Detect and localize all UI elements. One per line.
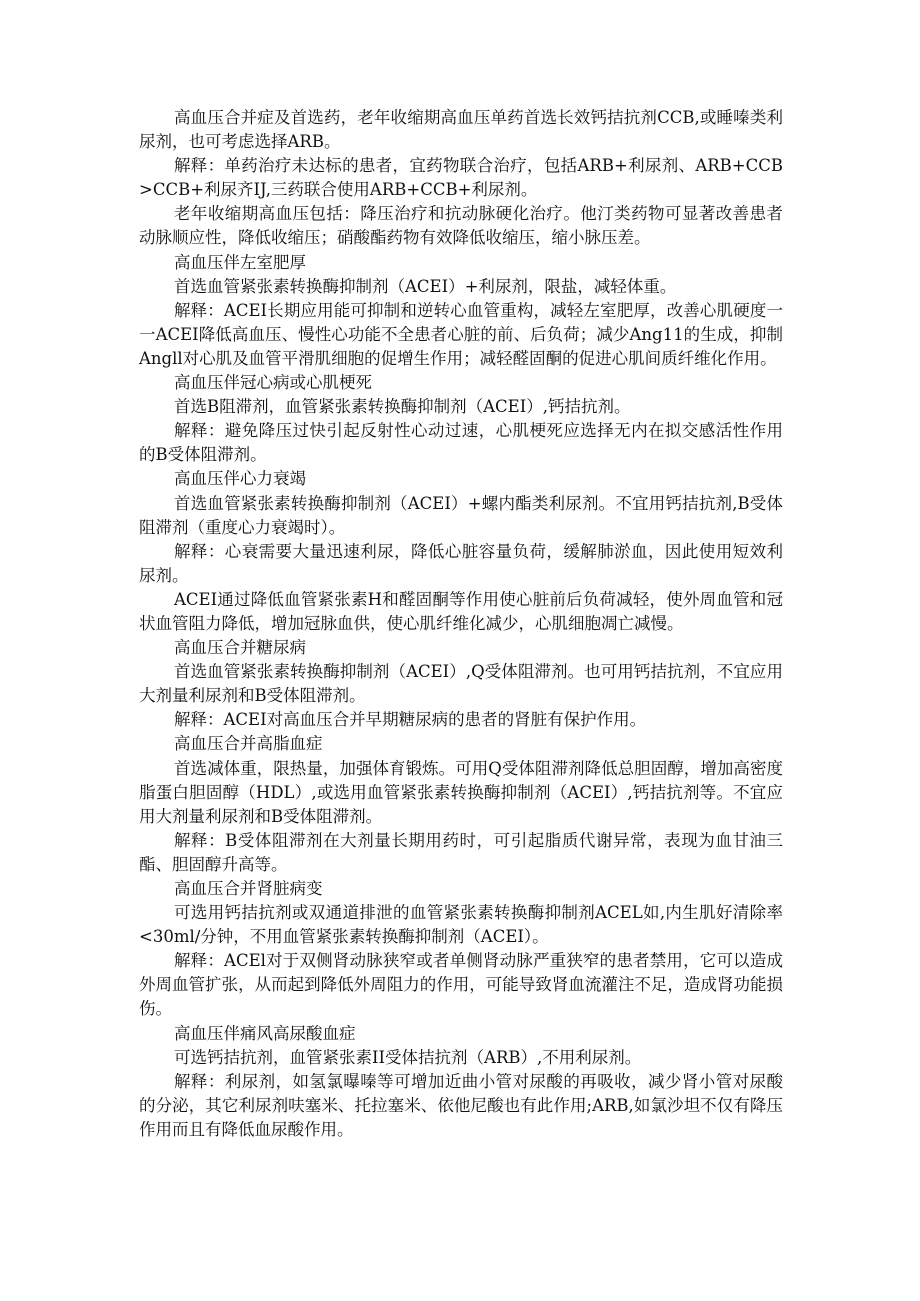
- paragraph-diabetes-explanation: 解释：ACEI对高血压合并早期糖尿病的患者的肾脏有保护作用。: [174, 710, 647, 730]
- paragraph-diabetes-treatment: 首选血管紧张素转换酶抑制剂（ACEI）,Q受体阻滞剂。也可用钙拮抗剂，不宜应用大剂量利尿剂和B受体阻滞剂。: [139, 662, 783, 706]
- paragraph-kidney-treatment: 可选用钙拮抗剂或双通道排泄的血管紧张素转换酶抑制剂ACEL如,内生肌好清除率<30ml∕分钟，不用血管紧张素转换酶抑制剂（ACEI）。: [139, 903, 783, 947]
- paragraph-hf-acei: ACEI通过降低血管紧张素H和醛固酮等作用使心脏前后负荷减轻，使外周血管和冠状血管阻力降低，增加冠脉血供，使心肌纤维化减少，心肌细胞凋亡减慢。: [139, 589, 783, 633]
- paragraph-hf-treatment: 首选血管紧张素转换酶抑制剂（ACEI）+螺内酯类利尿剂。不宜用钙拮抗剂,B受体阻滞剂（重度心力衰竭时）。: [139, 493, 783, 537]
- section-heading-chd: 高血压伴冠心病或心肌梗死: [174, 373, 372, 393]
- section-heading-hf: 高血压伴心力衰竭: [174, 469, 306, 489]
- paragraph-kidney-explanation: 解释：ACEl对于双侧肾动脉狭窄或者单侧肾动脉严重狭窄的患者禁用，它可以造成外周血管扩张，从而起到降低外周阻力的作用，可能导致肾血流灌注不足，造成肾功能损伤。: [139, 951, 783, 1019]
- paragraph-hf-explanation: 解释：心衰需要大量迅速利尿，降低心脏容量负荷，缓解肺淤血，因此使用短效利尿剂。: [139, 541, 783, 585]
- section-heading-kidney: 高血压合并肾脏病变: [174, 879, 323, 898]
- paragraph-intro: 高血压合并症及首选药，老年收缩期高血压单药首选长效钙拮抗剂CCB,或睡嗪类利尿剂，也可考虑选择ARB。: [139, 108, 783, 152]
- paragraph-hyperlipidemia-treatment: 首选减体重，限热量，加强体育锻炼。可用Q受体阻滞剂降低总胆固醇，增加高密度脂蛋白胆固醇（HDL）,或选用血管紧张素转换酶抑制剂（ACEI）,钙拮抗剂等。不宜应用大剂量利尿剂和B受体阻滞剂。: [139, 758, 783, 826]
- section-heading-lvh: 高血压伴左室肥厚: [174, 252, 306, 272]
- paragraph-lvh-explanation: 解释：ACEI长期应用能可抑制和逆转心血管重构，减轻左室肥厚，改善心肌硬度一一ACEI降低高血压、慢性心功能不全患者心脏的前、后负荷；减少Ang11的生成，抑制Angll对心肌及血管平滑肌细胞的促增生作用；减轻醛固酮的促进心肌间质纤维化作用。: [139, 300, 783, 368]
- document-body: [139, 106, 783, 1142]
- paragraph-hyperlipidemia-explanation: 解释：B受体阻滞剂在大剂量长期用药时，可引起脂质代谢异常，表现为血甘油三酯、胆固醇升高等。: [139, 830, 783, 874]
- paragraph-elderly: 老年收缩期高血压包括：降压治疗和抗动脉硬化治疗。他汀类药物可显著改善患者动脉顺应性，降低收缩压；硝酸酯药物有效降低收缩压，缩小脉压差。: [139, 204, 783, 248]
- paragraph-gout-explanation: 解释：利尿剂，如氢氯曝嗪等可增加近曲小管对尿酸的再吸收，减少肾小管对尿酸的分泌，其它利尿剂呋塞米、托拉塞米、依他尼酸也有此作用;ARB,如氯沙坦不仅有降压作用而且有降低血尿酸作用。: [139, 1071, 783, 1139]
- paragraph-explanation: 解释：单药治疗未达标的患者，宜药物联合治疗，包括ARB+利尿剂、ARB+CCB>CCB+利尿齐IJ,三药联合使用ARB+CCB+利尿剂。: [139, 156, 783, 200]
- section-heading-gout: 高血压伴痛风高尿酸血症: [174, 1023, 356, 1043]
- section-heading-diabetes: 高血压合并糖尿病: [174, 638, 306, 658]
- paragraph-chd-treatment: 首选B阻滞剂，血管紧张素转换酶抑制剂（ACEI）,钙拮抗剂。: [174, 397, 631, 417]
- paragraph-chd-explanation: 解释：避免降压过快引起反射性心动过速，心肌梗死应选择无内在拟交感活性作用的B受体阻滞剂。: [139, 421, 783, 465]
- paragraph-lvh-treatment: 首选血管紧张素转换酶抑制剂（ACEI）+利尿剂，限盐，减轻体重。: [174, 276, 677, 296]
- paragraph-gout-treatment: 可选钙拮抗剂，血管紧张素II受体拮抗剂（ARB）,不用利尿剂。: [174, 1047, 642, 1067]
- section-heading-hyperlipidemia: 高血压合并高脂血症: [174, 734, 323, 754]
